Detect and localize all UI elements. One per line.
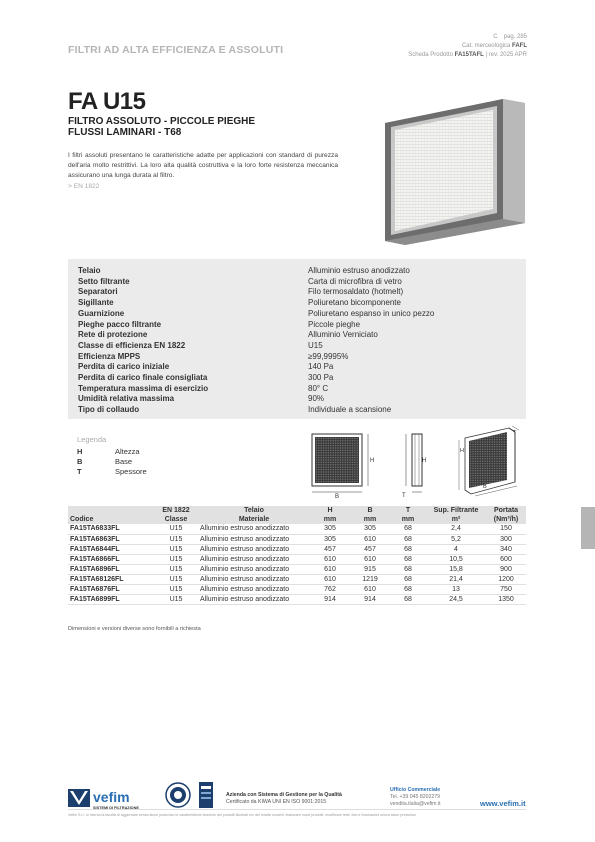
table-cell: 610 (350, 554, 390, 564)
header-cell: Codice (68, 515, 154, 524)
table-cell: 5,2 (426, 534, 486, 544)
table-cell: U15 (154, 554, 198, 564)
legend-text: Base (115, 457, 133, 466)
spec-value: 80° C (308, 383, 329, 393)
table-cell: Alluminio estruso anodizzato (198, 524, 310, 534)
category-label: Cat. merceologica (461, 43, 511, 49)
spec-row (68, 383, 526, 394)
table-header-row-1 (68, 506, 526, 515)
table-cell: 305 (310, 534, 350, 544)
table-cell: 68 (390, 534, 426, 544)
table-cell: 305 (350, 524, 390, 534)
isometric-diagram (455, 424, 527, 500)
section-tab (581, 507, 595, 549)
table-cell: Alluminio estruso anodizzato (198, 564, 310, 574)
table-cell: U15 (154, 534, 198, 544)
thickness-label: T (402, 493, 406, 498)
table-row (68, 544, 526, 554)
product-code-cell: FA15TA6844FL (68, 544, 154, 554)
product-description: I filtri assoluti presentano le caratteristiche adatte per applicazioni con standard di purezza dell'aria molto restrittivi. La loro alta qualità costruttiva e la loro forte resistenza meccanica assicurano una lunga durata al filtro. (68, 152, 338, 179)
table-row (68, 554, 526, 564)
table-cell: 300 (486, 534, 526, 544)
product-title: FA U15 (68, 88, 146, 115)
spec-value: Poliuretano bicomponente (308, 298, 401, 308)
header-cell: (Nm³/h) (486, 515, 526, 524)
header-cell: Portata (486, 506, 526, 515)
spec-value: ≥99,9995% (308, 351, 349, 361)
spec-row (68, 393, 526, 404)
filter-photo (375, 95, 535, 245)
spec-row (68, 297, 526, 308)
table-cell: U15 (154, 544, 198, 554)
sales-office (390, 787, 441, 808)
spec-value: Alluminio estruso anodizzato (308, 266, 410, 275)
spec-label: Rete di protezione (78, 330, 148, 340)
base-label: B (335, 494, 340, 498)
brand-tagline: SISTEMI DI FILTRAZIONE (93, 806, 139, 810)
spec-label: Tipo di collaudo (78, 405, 140, 415)
product-sheet-value: FA15TAFL (454, 52, 484, 58)
table-cell: 68 (390, 584, 426, 594)
table-cell: 68 (390, 544, 426, 554)
spec-label: Guarnizione (78, 308, 125, 318)
spec-label: Setto filtrante (78, 276, 130, 286)
sales-office-email[interactable]: vendita.italia@vefim.it (390, 801, 441, 807)
spec-label: Pieghe pacco filtrante (78, 319, 162, 329)
product-code-cell: FA15TA6896FL (68, 564, 154, 574)
spec-label: Separatori (78, 287, 118, 297)
header-cell: B (350, 506, 390, 515)
legend-text: Altezza (115, 447, 140, 456)
table-cell: 610 (310, 554, 350, 564)
category-line (462, 43, 527, 49)
spec-value: 300 Pa (308, 373, 334, 382)
spec-value: 90% (308, 394, 325, 404)
table-cell: 68 (390, 594, 426, 604)
table-cell: Alluminio estruso anodizzato (198, 594, 310, 604)
table-cell: 10,5 (426, 554, 486, 564)
table-cell: 610 (350, 534, 390, 544)
spec-label: Telaio (78, 266, 101, 275)
header-cell: m² (426, 515, 486, 524)
table-row (68, 564, 526, 574)
table-cell: 305 (310, 524, 350, 534)
subtitle-line-1: FILTRO ASSOLUTO - PICCOLE PIEGHE (68, 116, 256, 127)
footer-divider (68, 809, 526, 810)
category-value: FAFL (512, 43, 527, 49)
spec-label: Temperatura massima di esercizio (78, 383, 209, 393)
spec-label: Perdita di carico finale consigliata (78, 373, 208, 382)
page-letter: C (493, 34, 498, 40)
table-cell: 24,5 (426, 594, 486, 604)
spec-row (68, 308, 526, 319)
side-view-diagram (396, 430, 436, 498)
availability-note: Dimensioni e versioni diverse sono fornibili a richiesta (68, 626, 201, 632)
spec-row (68, 361, 526, 372)
table-cell: 340 (486, 544, 526, 554)
table-cell: 914 (310, 594, 350, 604)
header-cell: EN 1822 (154, 506, 198, 515)
revision-label: | rev. 2025 APR (485, 52, 527, 58)
table-cell: 68 (390, 574, 426, 584)
product-code-cell: FA15TA68126FL (68, 574, 154, 584)
header-cell: Sup. Filtrante (426, 506, 486, 515)
table-cell: 610 (310, 564, 350, 574)
table-cell: U15 (154, 564, 198, 574)
spec-row (68, 265, 526, 276)
table-cell: 915 (350, 564, 390, 574)
height-label: H (370, 458, 375, 464)
table-cell: Alluminio estruso anodizzato (198, 534, 310, 544)
legend-letter: T (77, 467, 82, 476)
page-number: pag. 285 (503, 34, 527, 40)
spec-row (68, 319, 526, 330)
legend-letter: H (77, 447, 83, 456)
legend-item-height (77, 447, 140, 456)
header-cell: Telaio (198, 506, 310, 515)
spec-label: Perdita di carico iniziale (78, 362, 170, 372)
spec-label: Efficienza MPPS (78, 351, 141, 361)
table-header-row-2 (68, 515, 526, 524)
specifications-panel (68, 259, 526, 419)
table-cell: 2,4 (426, 524, 486, 534)
product-sheet-line (408, 52, 527, 58)
quality-line-2: Certificato da KIWA UNI EN ISO 9001:2015 (226, 799, 327, 805)
models-table (68, 506, 526, 605)
table-cell: U15 (154, 574, 198, 584)
product-code-cell: FA15TA6876FL (68, 584, 154, 594)
table-row (68, 524, 526, 534)
spec-value: Piccole pieghe (308, 319, 361, 329)
table-cell: 1200 (486, 574, 526, 584)
spec-value: 140 Pa (308, 362, 334, 372)
header-cell: mm (390, 515, 426, 524)
vefim-logo (68, 785, 158, 811)
sales-office-phone: Tel. +39 045 8202279 (390, 794, 441, 800)
front-view-diagram (308, 430, 383, 498)
table-cell: 1350 (486, 594, 526, 604)
accreditation-mark-icon (199, 782, 213, 808)
table-cell: U15 (154, 594, 198, 604)
spec-label: Classe di efficienza EN 1822 (78, 340, 186, 350)
quality-line-1: Azienda con Sistema di Gestione per la Qualità (226, 792, 342, 798)
table-cell: Alluminio estruso anodizzato (198, 574, 310, 584)
table-row (68, 534, 526, 544)
spec-label: Umidità relativa massima (78, 394, 175, 404)
table-cell: Alluminio estruso anodizzato (198, 584, 310, 594)
spec-value: U15 (308, 340, 323, 350)
table-cell: 68 (390, 564, 426, 574)
table-cell: U15 (154, 524, 198, 534)
spec-row (68, 329, 526, 340)
table-cell: 750 (486, 584, 526, 594)
website-link[interactable]: www.vefim.it (480, 799, 526, 808)
product-subtitle (68, 116, 308, 138)
table-cell: 457 (310, 544, 350, 554)
table-row (68, 594, 526, 604)
spec-value: Alluminio Verniciato (308, 330, 378, 340)
table-cell: 1219 (350, 574, 390, 584)
quality-certification (226, 792, 342, 806)
table-cell: 457 (350, 544, 390, 554)
product-code-cell: FA15TA6833FL (68, 524, 154, 534)
table-cell: Alluminio estruso anodizzato (198, 554, 310, 564)
table-cell: 610 (310, 574, 350, 584)
table-cell: 68 (390, 524, 426, 534)
table-cell: 150 (486, 524, 526, 534)
legal-disclaimer: Vefim S.r.l. si riserva la facoltà di aggiornare senza alcun preavviso le caratteristiche tecniche dei prodotti illustrati e/o dei relativi modelli, elaborare nuovi prodotti, modificare testi, foto e illustrazioni senza alcun preavviso (68, 813, 416, 817)
product-code-cell: FA15TA6866FL (68, 554, 154, 564)
legend-title: Legenda (77, 435, 107, 444)
table-cell: 21,4 (426, 574, 486, 584)
spec-row (68, 276, 526, 287)
table-cell: 600 (486, 554, 526, 564)
product-sheet-label: Scheda Prodotto (408, 52, 453, 58)
height-label-iso: H (460, 448, 464, 454)
spec-value: Carta di microfibra di vetro (308, 276, 402, 286)
table-cell: U15 (154, 584, 198, 594)
subtitle-line-2: FLUSSI LAMINARI - T68 (68, 127, 182, 138)
header-cell: Classe (154, 515, 198, 524)
norm-reference: > EN 1822 (68, 183, 100, 190)
brand-wordmark: vefim (93, 789, 130, 805)
certification-seal-icon (165, 782, 191, 808)
sales-office-title: Ufficio Commerciale (390, 787, 441, 793)
spec-row (68, 404, 526, 415)
header-cell: mm (350, 515, 390, 524)
table-row (68, 574, 526, 584)
section-title: FILTRI AD ALTA EFFICIENZA E ASSOLUTI (68, 44, 284, 56)
legend-item-thickness (77, 467, 147, 476)
table-cell: 762 (310, 584, 350, 594)
product-code-cell: FA15TA6863FL (68, 534, 154, 544)
table-cell: 13 (426, 584, 486, 594)
spec-value: Individuale a scansione (308, 405, 392, 415)
thickness-label-iso: T (513, 430, 517, 436)
legend-text: Spessore (115, 467, 147, 476)
legend-letter: B (77, 457, 83, 466)
spec-label: Sigillante (78, 298, 114, 308)
header-cell: T (390, 506, 426, 515)
table-cell: Alluminio estruso anodizzato (198, 544, 310, 554)
table-cell: 610 (350, 584, 390, 594)
page-reference (493, 33, 527, 42)
table-cell: 900 (486, 564, 526, 574)
header-cell (68, 506, 154, 515)
spec-value: Filo termosaldato (hotmelt) (308, 287, 404, 297)
table-cell: 68 (390, 554, 426, 564)
product-code-cell: FA15TA6899FL (68, 594, 154, 604)
header-cell: mm (310, 515, 350, 524)
spec-row (68, 340, 526, 351)
header-cell: H (310, 506, 350, 515)
base-label-iso: B (483, 484, 487, 490)
table-row (68, 584, 526, 594)
spec-row (68, 351, 526, 362)
legend-item-base (77, 457, 132, 466)
table-cell: 4 (426, 544, 486, 554)
spec-value: Poliuretano espanso in unico pezzo (308, 308, 435, 318)
table-cell: 914 (350, 594, 390, 604)
height-label-side: H (422, 458, 427, 464)
table-cell: 15,8 (426, 564, 486, 574)
spec-row (68, 286, 526, 297)
header-cell: Materiale (198, 515, 310, 524)
spec-row (68, 372, 526, 383)
